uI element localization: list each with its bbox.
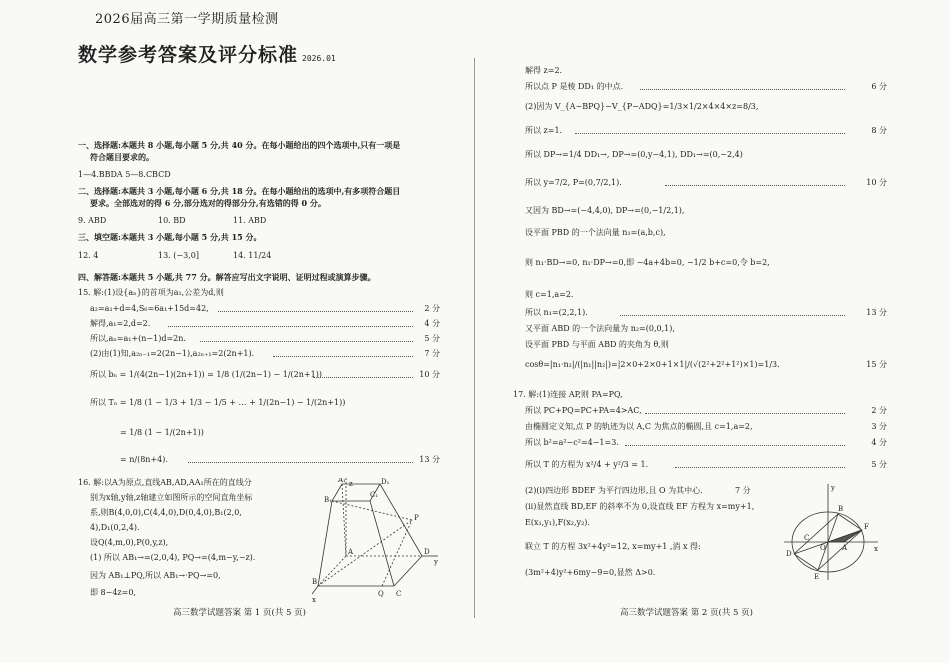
r-line-17: 由椭圆定义知,点 P 的轨迹为以 A,C 为焦点的椭圆,且 c=1,a=2, [525, 422, 753, 431]
score-mark: 4 分 [424, 319, 440, 328]
q16-line-1: 16. 解:以A为原点,直线AB,AD,AA₁所在的直线分 [78, 478, 252, 487]
x-axis [312, 586, 318, 594]
score-mark: 7 分 [424, 349, 440, 358]
score-mark: 6 分 [871, 82, 887, 91]
dotted-leader [625, 445, 845, 446]
q16-line-8: 即 8−4z=0, [90, 588, 136, 597]
score-mark: 13 分 [866, 308, 887, 317]
q16-line-5: 设Q(4,m,0),P(0,y,z), [90, 538, 169, 547]
r-line-18: 所以 b²=a²−c²=4−1=3. [525, 438, 619, 447]
label-c: C [396, 590, 402, 598]
r-line-21: (ii)显然直线 BD,EF 的斜率不为 0,设直线 EF 方程为 x=my+1, [525, 502, 755, 511]
r-line-3: (2)因为 V_{A−BPQ}−V_{P−ADQ}=1/3×1/2×4×4×z=8/3, [525, 102, 759, 111]
r-line-11: 所以 n₁=(2,2,1). [525, 308, 588, 317]
frustum-figure [312, 478, 442, 603]
edge-c1c [370, 501, 394, 586]
dotted-leader [218, 311, 413, 312]
dotted-leader [675, 467, 845, 468]
label-y: y [831, 484, 835, 492]
score-mark: 8 分 [871, 126, 887, 135]
r-line-10: 则 c=1,a=2. [525, 290, 574, 299]
q15-line-2: a₂=a₁+d=4,S₆=6a₁+15d=42, [90, 304, 209, 313]
q15-line-6: 所以 bₙ = 1/(4(2n−1)(2n+1)) = 1/8 (1/(2n−1) − 1/(2n+1)) [90, 370, 322, 379]
score-mark: 5 分 [871, 460, 887, 469]
edge-a1a [342, 484, 346, 556]
q16-line-4: 4),D₁(0,2,4). [90, 523, 140, 532]
r-line-1: 解得 z=2. [525, 66, 563, 75]
r-line-16: 所以 PC+PQ=PC+PA=4>AC, [525, 406, 642, 415]
label-d: D [424, 548, 430, 556]
score-mark: 2 分 [424, 304, 440, 313]
label-a1: A₁ [338, 478, 346, 484]
score-mark: 2 分 [871, 406, 887, 415]
label-x: x [312, 596, 316, 603]
answer-13: 13. (−3,0] [158, 251, 199, 260]
q15-line-1: 15. 解:(1)设{aₙ}的首项为a₁,公差为d,则 [78, 288, 224, 297]
dotted-leader [200, 341, 413, 342]
label-d1: D₁ [381, 478, 390, 486]
section-4-heading: 四、解答题:本题共 5 小题,共 77 分。解答应写出文字说明、证明过程或演算步骤。 [78, 272, 376, 282]
label-b: B [312, 578, 318, 586]
q15-line-7: 所以 Tₙ = 1/8 (1 − 1/3 + 1/3 − 1/5 + … + 1/(2n−1) − 1/(2n+1)) [90, 398, 346, 407]
label-z: z [349, 480, 353, 488]
section-2-heading: 二、选择题:本题共 3 小题,每小题 6 分,共 18 分。在每小题给出的选项中,有多项符合题目 [78, 186, 401, 196]
section-2-heading-cont: 要求。全部选对的得 6 分,部分选对的得部分分,有选错的得 0 分。 [90, 198, 326, 208]
page-title: 数学参考答案及评分标准 [78, 44, 299, 66]
dotted-leader [188, 462, 413, 463]
r-line-14: cosθ=|n₁·n₂|/(|n₁||n₂|)=|2×0+2×0+1×1|/(√(2²+2²+1²)×1)=1/3. [525, 360, 780, 369]
label-f: F [864, 523, 869, 531]
label-b: B [838, 505, 844, 513]
q16-line-6: (1) 所以 AB₁→=(2,0,4), PQ→=(4,m−y,−z). [90, 553, 256, 562]
r-line-22: E(x₁,y₁),F(x₂,y₂). [525, 518, 590, 527]
r-line-7: 又因为 BD→=(−4,4,0), DP→=(0,−1/2,1), [525, 206, 685, 215]
section-1-heading-cont: 符合题目要求的。 [90, 152, 154, 162]
r-line-23: 联立 T 的方程 3x²+4y²=12, x=my+1 ,消 x 得: [525, 542, 701, 551]
ellipse-figure [780, 482, 880, 582]
score-mark: 7 分 [735, 486, 751, 495]
page-footer-1: 高三数学试题答案 第 1 页(共 5 页) [173, 608, 306, 618]
r-line-9: 则 n₁·BD→=0, n₁·DP→=0,即 −4a+4b=0, −1/2 b+c=0,令 b=2, [525, 258, 770, 267]
q15-line-9: = n/(8n+4). [120, 455, 168, 464]
score-mark: 10 分 [419, 370, 440, 379]
label-a: A [842, 544, 848, 552]
answer-14: 14. 11/24 [233, 251, 272, 260]
r-line-6: 所以 y=7/2, P=(0,7/2,1). [525, 178, 622, 187]
q15-line-4: 所以,aₙ=a₁+(n−1)d=2n. [90, 334, 186, 343]
score-mark: 13 分 [419, 455, 440, 464]
label-p: P [414, 514, 419, 522]
label-a: A [348, 548, 354, 556]
edge-b1b [318, 501, 332, 586]
score-mark: 15 分 [866, 360, 887, 369]
r-line-13: 设平面 PBD 与平面 ABD 的夹角为 θ,则 [525, 340, 669, 349]
segment-bp [318, 520, 412, 586]
q16-line-7: 因为 AB₁⊥PQ,所以 AB₁→·PQ→=0, [90, 571, 221, 580]
dotted-leader [665, 185, 845, 186]
segment-pq [382, 520, 412, 586]
q16-line-3: 系,则B(4,0,0),C(4,4,0),D(0,4,0),B₁(2,0, [90, 508, 242, 517]
shaded-triangle [828, 530, 862, 542]
label-c: C [804, 534, 810, 542]
label-q: Q [378, 590, 384, 598]
page-footer-2: 高三数学试题答案 第 2 页(共 5 页) [620, 608, 753, 618]
answer-11: 11. ABD [233, 216, 267, 225]
label-x: x [874, 545, 878, 553]
score-mark: 10 分 [866, 178, 887, 187]
dotted-leader [313, 377, 413, 378]
page-divider [474, 58, 475, 618]
label-c1: C₁ [370, 491, 379, 499]
edge-cd [394, 556, 422, 586]
label-b1: B₁ [324, 496, 332, 504]
r-line-20: (2)(i)四边形 BDEF 为平行四边形,且 O 为其中心. [525, 486, 703, 495]
r-line-2: 所以点 P 是棱 DD₁ 的中点. [525, 82, 624, 91]
label-e: E [814, 573, 820, 581]
section-3-heading: 三、填空题:本题共 3 小题,每小题 5 分,共 15 分。 [78, 232, 262, 242]
dotted-leader [168, 326, 413, 327]
score-mark: 5 分 [424, 334, 440, 343]
label-o: O [820, 544, 826, 552]
r-line-19: 所以 T 的方程为 x²/4 + y²/3 = 1. [525, 460, 649, 469]
r-line-4: 所以 z=1. [525, 126, 563, 135]
r-line-12: 又平面 ABD 的一个法向量为 n₂=(0,0,1), [525, 324, 675, 333]
label-d: D [786, 550, 792, 558]
answer-9: 9. ABD [78, 216, 107, 225]
r-line-8: 设平面 PBD 的一个法向量 n₁=(a,b,c), [525, 228, 666, 237]
exam-date: 2026.01 [302, 54, 336, 63]
r-line-5: 所以 DP→=1/4 DD₁→, DP→=(0,y−4,1), DD₁→=(0,−2,4) [525, 150, 743, 159]
answers-1: 1—4.BBDA 5—8.CBCD [78, 170, 171, 179]
dotted-leader [640, 89, 845, 90]
r-line-24: (3m²+4)y²+6my−9=0,显然 Δ>0. [525, 568, 656, 577]
r-line-15: 17. 解:(1)连接 AP,则 PA=PQ, [513, 390, 623, 399]
score-mark: 3 分 [871, 422, 887, 431]
answer-10: 10. BD [158, 216, 186, 225]
dotted-leader [620, 315, 845, 316]
section-1-heading: 一、选择题:本题共 8 小题,每小题 5 分,共 40 分。在每小题给出的四个选项中,只有一项是 [78, 140, 401, 150]
q15-line-5: (2)由(1)知,a₂ₙ₋₁=2(2n−1),a₂ₙ₊₁=2(2n+1). [90, 349, 255, 358]
answer-12: 12. 4 [78, 251, 99, 260]
label-y: y [434, 558, 438, 566]
dotted-leader [575, 133, 845, 134]
q15-line-8: = 1/8 (1 − 1/(2n+1)) [120, 428, 204, 437]
exam-title: 2026届高三第一学期质量检测 [95, 12, 279, 27]
q15-line-3: 解得,a₁=2,d=2. [90, 319, 151, 328]
score-mark: 4 分 [871, 438, 887, 447]
dotted-leader [645, 413, 845, 414]
dotted-leader [273, 356, 413, 357]
q16-line-2: 别为x轴,y轴,z轴建立如图所示的空间直角坐标 [90, 493, 253, 502]
